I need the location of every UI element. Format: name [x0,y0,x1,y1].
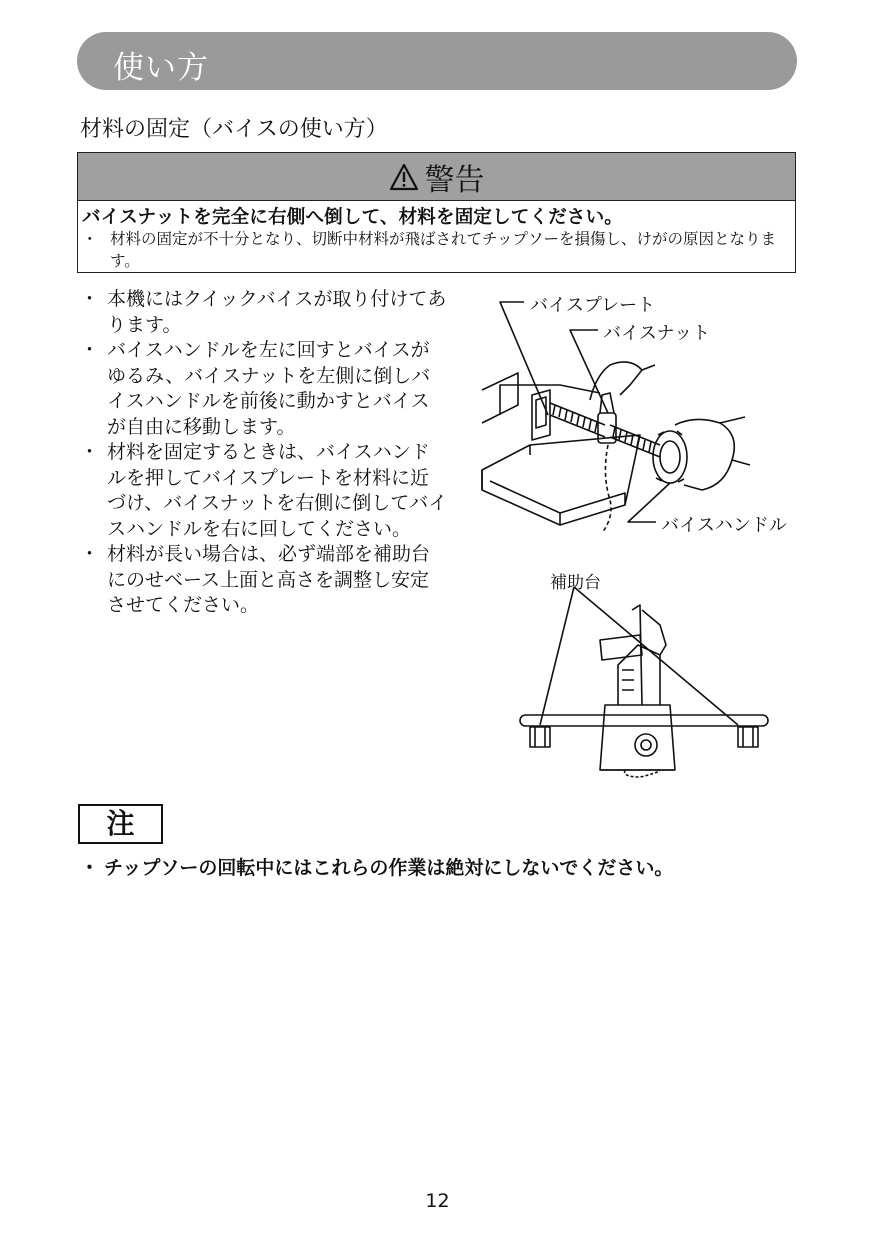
list-item-text: バイスハンドルを左に回すとバイスがゆるみ、バイスナットを左側に倒しバイスハンドルを前後に動かすとバイスが自由に移動します。 [107,339,431,438]
list-item-text: 材料が長い場合は、必ず端部を補助台にのせベース上面と高さを調整し安定させてください。 [107,543,431,616]
vise-handle-label: バイスハンドル [661,515,787,536]
warning-main-text: バイスナットを完全に右側へ倒して、材料を固定してください。 [82,207,624,228]
instruction-list [80,287,448,619]
list-item-text: 材料を固定するときは、バイスハンドルを押してバイスプレートを材料に近づけ、バイスナットを右側に倒してバイスハンドルを右に回してください。 [107,441,448,540]
vise-plate-label: バイスプレート [530,295,656,316]
warning-header [78,153,795,201]
warning-box [77,152,796,273]
note-text [80,853,673,880]
header-bar [77,32,797,90]
warning-sub-text [82,228,790,272]
warning-triangle-icon [389,163,419,191]
list-item-text: 本機にはクイックバイスが取り付けてあります。 [107,288,447,336]
bullet-mark: ・ [82,230,98,248]
section-title: 材料の固定（バイスの使い方） [80,117,388,142]
vise-nut-label: バイスナット [603,323,711,344]
list-item [80,440,448,542]
support-stand-illustration [510,565,780,780]
bullet-mark: ・ [80,441,100,463]
bullet-mark: ・ [80,857,100,879]
list-item [80,542,448,619]
bullet-mark: ・ [80,339,100,361]
support-stand-drawing [510,565,780,780]
list-item [80,287,448,338]
page-title: 使い方 [113,50,209,86]
page-number: 12 [425,1190,450,1212]
list-item [80,338,448,440]
note-body: チップソーの回転中にはこれらの作業は絶対にしないでください。 [104,857,674,879]
support-stand-label: 補助台 [550,573,601,593]
bullet-mark: ・ [80,543,100,565]
warning-heading: 警告 [424,162,485,198]
warning-sub-body: 材料の固定が不十分となり、切断中材料が飛ばされてチップソーを損傷し、けがの原因となります。 [110,230,777,270]
bullet-mark: ・ [80,288,100,310]
vise-illustration [470,285,810,545]
note-heading: 注 [78,804,163,844]
